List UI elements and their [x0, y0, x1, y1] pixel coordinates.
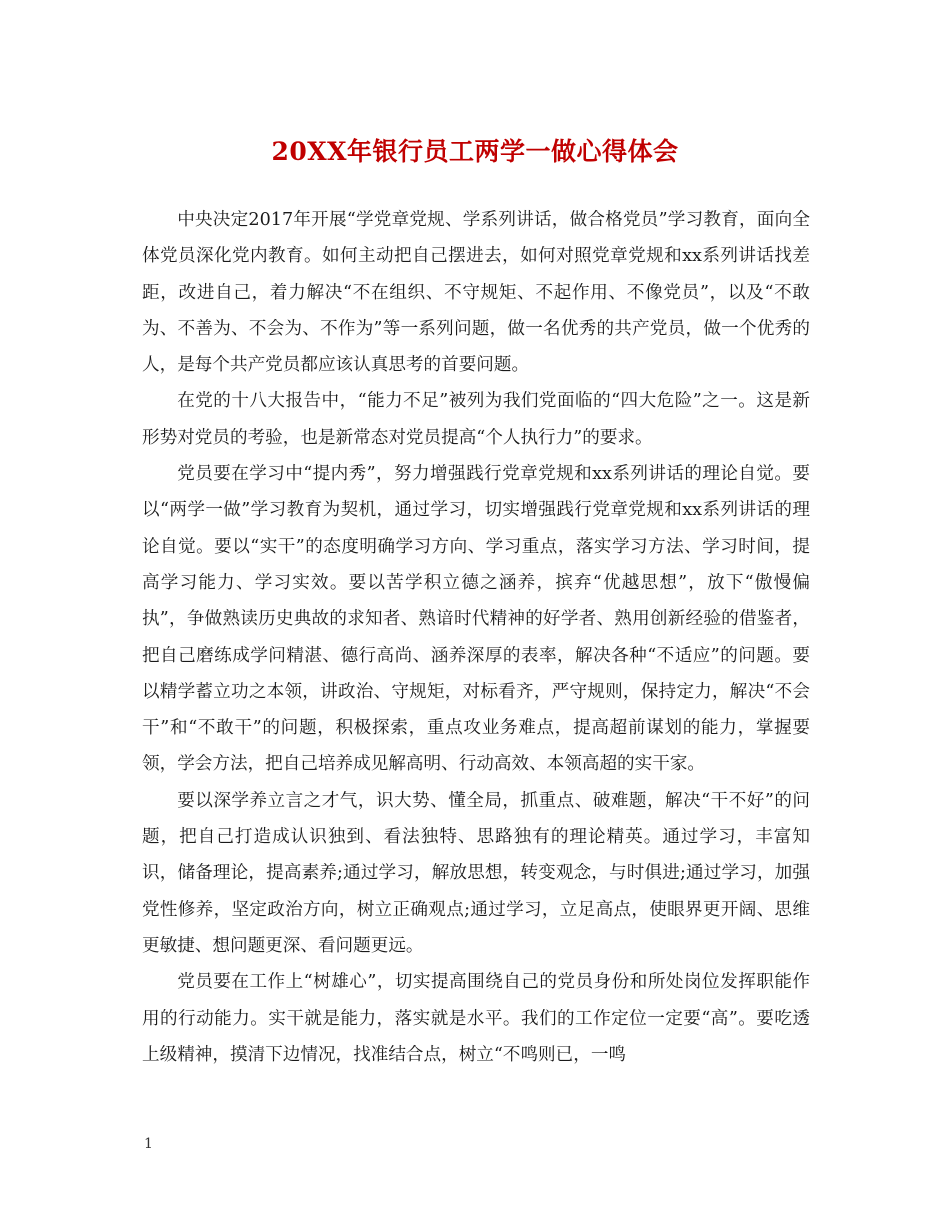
paragraph-4: 要以深学养立言之才气，识大势、懂全局，抓重点、破难题，解决“干不好”的问题，把自己打造成认识独到、看法独特、思路独有的理论精英。通过学习，丰富知识，储备理论，提高素养;通过学习，解放思想，转变观念，与时俱进;通过学习，加强党性修养，坚定政治方向，树立正确观点;通过学习，立足高点，使眼界更开阔、思维更敏捷、想问题更深、看问题更远。 — [142, 790, 810, 956]
paragraph-3: 党员要在学习中“提内秀”，努力增强践行党章党规和xx系列讲话的理论自觉。要以“两学一做”学习教育为契机，通过学习，切实增强践行党章党规和xx系列讲话的理论自觉。要以“实干”的态度明确学习方向、学习重点，落实学习方法、学习时间，提高学习能力、学习实效。要以苦学积立德之涵养，摈弃“优越思想”，放下“傲慢偏执”，争做熟读历史典故的求知者、熟谙时代精神的好学者、熟用创新经验的借鉴者，把自己磨练成学问精湛、德行高尚、涵养深厚的表率，解决各种“不适应”的问题。要以精学蓄立功之本领，讲政治、守规矩，对标看齐，严守规则，保持定力，解决“不会干”和“不敢干”的问题，积极探索，重点攻业务难点，提高超前谋划的能力，掌握要领，学会方法，把自己培养成见解高明、行动高效、本领高超的实干家。 — [142, 464, 810, 775]
paragraph-5: 党员要在工作上“树雄心”，切实提高围绕自己的党员身份和所处岗位发挥职能作用的行动能力。实干就是能力，落实就是水平。我们的工作定位一定要“高”。要吃透上级精神，摸清下边情况，找准结合点，树立“不鸣则已，一鸣 — [142, 972, 810, 1065]
document-body — [142, 202, 810, 1073]
paragraph-1: 中央决定2017年开展“学党章党规、学系列讲话，做合格党员”学习教育，面向全体党员深化党内教育。如何主动把自己摆进去，如何对照党章党规和xx系列讲话找差距，改进自己，着力解决“不在组织、不守规矩、不起作用、不像党员”，以及“不敢为、不善为、不会为、不作为”等一系列问题，做一名优秀的共产党员，做一个优秀的人，是每个共产党员都应该认真思考的首要问题。 — [142, 210, 810, 376]
page-number: 1 — [144, 1136, 153, 1152]
paragraph-2: 在党的十八大报告中，“能力不足”被列为我们党面临的“四大危险”之一。这是新形势对党员的考验，也是新常态对党员提高“个人执行力”的要求。 — [142, 391, 810, 448]
page-title: 20XX年银行员工两学一做心得体会 — [271, 137, 679, 166]
